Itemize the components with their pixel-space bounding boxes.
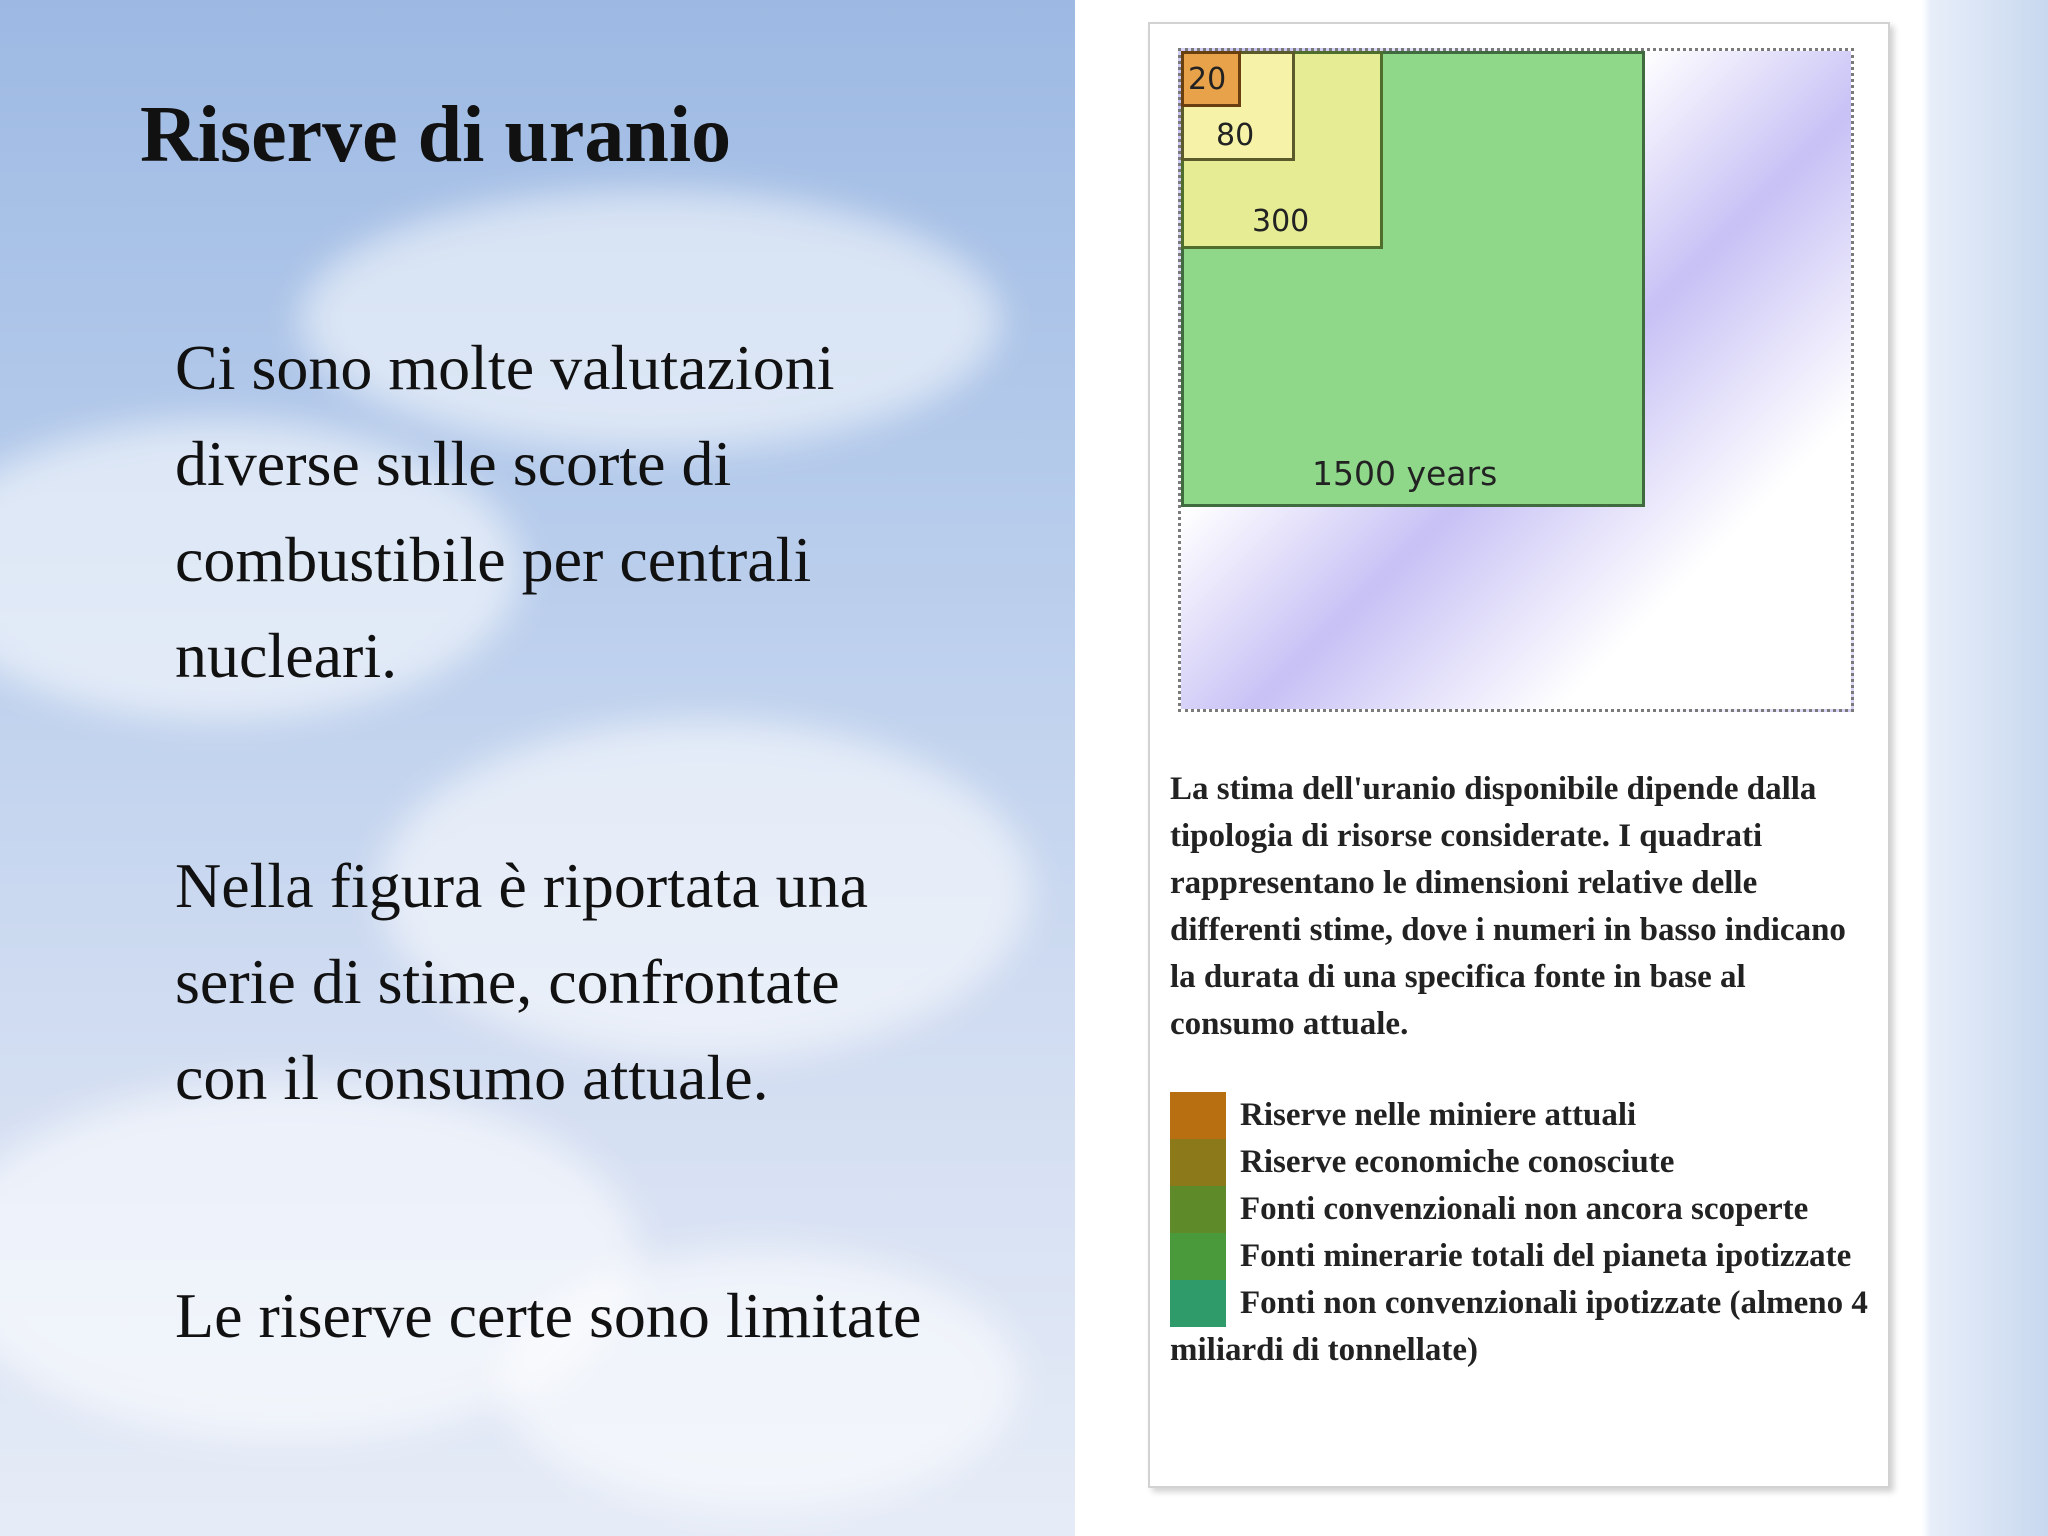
paragraph-figure-description: Nella figura è riportata una serie di stime, confrontate con il consumo attuale. <box>175 850 868 1113</box>
label-80-years: 80 <box>1216 118 1255 153</box>
figure-legend <box>1170 1092 1870 1374</box>
slide-title: Riserve di uranio <box>140 91 732 179</box>
legend-swatch <box>1170 1139 1230 1186</box>
uranium-reserves-figure <box>1148 22 1890 1488</box>
label-300-years: 300 <box>1252 204 1310 239</box>
paragraph-limited-reserves: Le riserve certe sono limitate <box>175 1280 922 1351</box>
legend-item-known-economic-reserves <box>1170 1139 1870 1186</box>
legend-label: Riserve economiche conosciute <box>1240 1144 1675 1180</box>
legend-item-current-mines <box>1170 1092 1870 1139</box>
legend-item-total-mining-sources <box>1170 1233 1870 1280</box>
legend-swatch <box>1170 1233 1230 1280</box>
paragraph-estimates: Ci sono molte valutazioni diverse sulle scorte di combustibile per centrali nucleari. <box>175 332 835 691</box>
legend-label: Fonti convenzionali non ancora scoperte <box>1240 1191 1809 1227</box>
legend-swatch <box>1170 1092 1230 1139</box>
legend-label: Fonti non convenzionali ipotizzate (almeno 4 miliardi di tonnellate) <box>1170 1285 1868 1368</box>
square-20-years <box>1181 51 1241 107</box>
legend-swatch <box>1170 1280 1230 1327</box>
label-1500-years: 1500 years <box>1312 454 1498 493</box>
legend-item-unconventional-sources <box>1170 1280 1870 1374</box>
reserves-squares-plot <box>1178 48 1854 712</box>
figure-caption: La stima dell'uranio disponibile dipende dalla tipologia di risorse considerate. I quadrati rappresentano le dimensioni relative delle differenti stime, dove i numeri in basso indicano la durata di una specifica fonte in base al consumo attuale. <box>1170 771 1846 1042</box>
legend-label: Riserve nelle miniere attuali <box>1240 1097 1637 1133</box>
legend-label: Fonti minerarie totali del pianeta ipotizzate <box>1240 1238 1852 1274</box>
legend-swatch <box>1170 1186 1230 1233</box>
legend-item-undiscovered-conventional <box>1170 1186 1870 1233</box>
label-20-years: 20 <box>1188 62 1227 97</box>
